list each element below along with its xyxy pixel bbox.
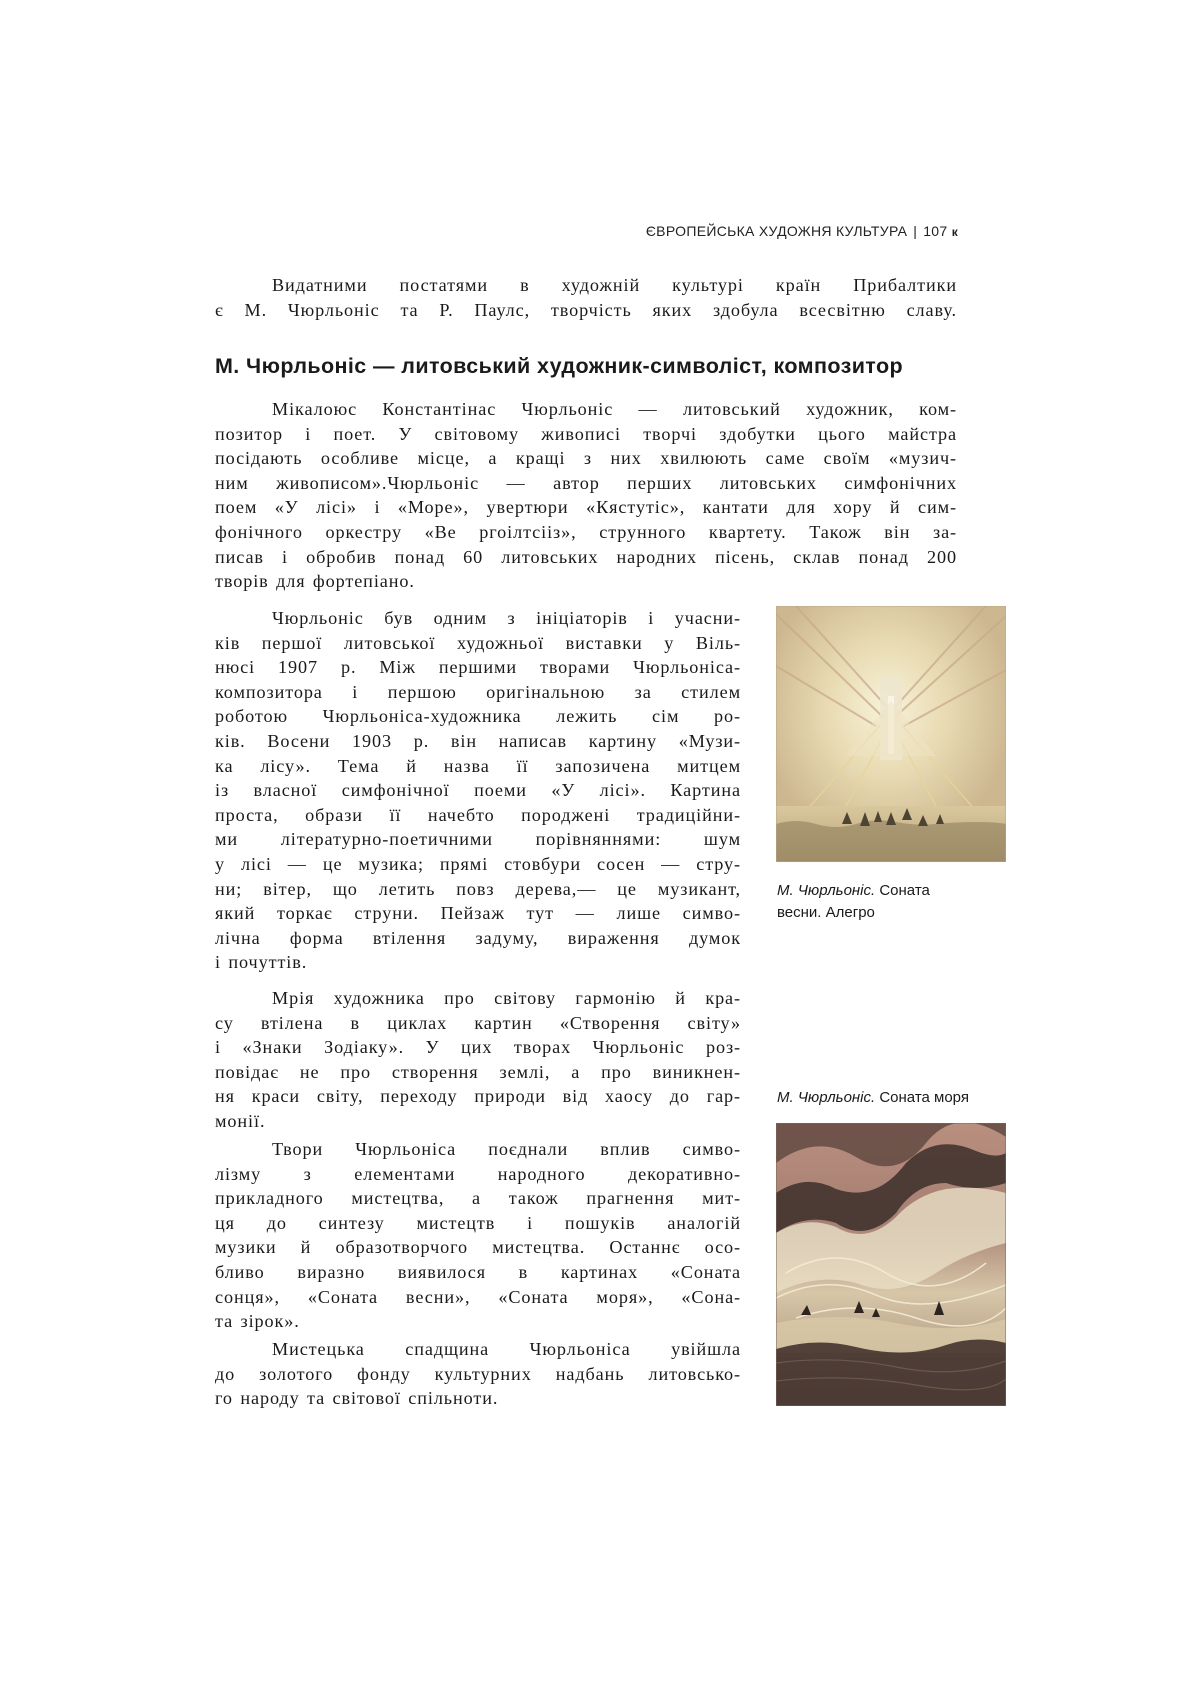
text-line: сонця», «Соната весни», «Соната моря», «Сона-	[215, 1286, 741, 1307]
paragraph-exhibition	[215, 606, 741, 975]
text-line: роботою Чюрльоніса-художника лежить сім ро-	[215, 706, 741, 727]
section-title: М. Чюрльоніс — литовський художник-символіст, композитор	[215, 354, 904, 378]
paragraph-harmony	[215, 986, 741, 1134]
caption-author: М. Чюрльоніс.	[777, 882, 876, 899]
text-line: писав і обробив понад 60 литовських народних пісень, склав понад 200	[215, 546, 957, 567]
text-line: із власної симфонічної поеми «У лісі». Картина	[215, 780, 741, 801]
text-line: ни; вітер, що летить повз дерева,— це музикант,	[215, 878, 741, 899]
text-line: є М. Чюрльоніс та Р. Паулс, творчість яких здобула всесвітню славу.	[215, 299, 957, 320]
text-line: ми літературно-поетичними порівняннями: шум	[215, 829, 741, 850]
text-line: ків. Восени 1903 р. він написав картину «Музи-	[215, 730, 741, 751]
text-line: який торкає струни. Пейзаж тут — лише симво-	[215, 903, 741, 924]
page-suffix: к	[951, 225, 958, 239]
text-line: прикладного мистецтва, а також прагнення мит-	[215, 1188, 741, 1209]
text-line: композитора і першою оригінальною за стилем	[215, 681, 741, 702]
text-line: музики й образотворчого мистецтва. Останнє осо-	[215, 1237, 741, 1258]
painting-sonata-of-the-sea-image	[776, 1123, 1006, 1406]
painting-sonata-of-spring-image	[776, 606, 1006, 862]
text-line: фонічного оркестру «Ве ргоілтсііз», струнного квартету. Також він за-	[215, 521, 957, 542]
text-line: ця до синтезу мистецтв і пошуків аналогій	[215, 1212, 741, 1233]
text-line: нюсі 1907 р. Між першими творами Чюрльоніса-	[215, 657, 741, 678]
text-line: Мрія художника про світову гармонію й кра-	[272, 988, 741, 1008]
text-line: Видатними постатями в художній культурі країн Прибалтики	[272, 275, 957, 295]
text-line: лічна форма втілення задуму, вираження думок	[215, 927, 741, 948]
text-line: і «Знаки Зодіаку». У цих творах Чюрльоніс роз-	[215, 1037, 741, 1058]
text-line: Мистецька спадщина Чюрльоніса увійшла	[272, 1339, 741, 1359]
caption-sonata-of-spring	[777, 880, 930, 924]
intro-paragraph	[215, 273, 957, 322]
text-line: позитор і поет. У світовому живописі творчі здобутки цього майстра	[215, 423, 957, 444]
page-number: 107	[923, 223, 948, 239]
text-line: і почуттів.	[215, 952, 308, 973]
text-line: Мікалоюс Константінас Чюрльоніс — литовський художник, ком-	[272, 399, 957, 419]
text-line: лізму з елементами народного декоративно-	[215, 1163, 741, 1184]
text-line: посідають особливе місце, а кращі з них хвилюють саме своїм «музич-	[215, 448, 957, 469]
header-title: ЄВРОПЕЙСЬКА ХУДОЖНЯ КУЛЬТУРА	[645, 223, 908, 239]
text-line: ка лісу». Тема й назва її запозичена митцем	[215, 755, 741, 776]
painting-sonata-of-spring	[776, 606, 1006, 862]
text-line: проста, образи її начебто породжені традиційни-	[215, 804, 741, 825]
text-line: су втілена в циклах картин «Створення світу»	[215, 1012, 741, 1033]
caption-title-line2: весни. Алегро	[777, 904, 875, 921]
running-header	[646, 223, 958, 239]
text-line: бливо виразно виявилося в картинах «Соната	[215, 1261, 741, 1282]
text-line: монії.	[215, 1110, 266, 1131]
text-line: ним живописом».Чюрльоніс — автор перших литовських симфонічних	[215, 472, 957, 493]
caption-title: Соната моря	[879, 1089, 969, 1106]
text-line: Твори Чюрльоніса поєднали вплив симво-	[272, 1139, 741, 1159]
text-line: ків першої литовської художньої виставки у Віль-	[215, 632, 741, 653]
text-line: творів для фортепіано.	[215, 571, 415, 592]
text-line: Чюрльоніс був одним з ініціаторів і учасни-	[272, 608, 741, 628]
header-separator: |	[913, 223, 918, 239]
paragraph-biography	[215, 397, 957, 594]
text-line: поем «У лісі» і «Море», увертюри «Кястутіс», кантати для хору й сим-	[215, 497, 957, 518]
caption-author: М. Чюрльоніс.	[777, 1089, 876, 1106]
paragraph-symbolism	[215, 1137, 741, 1334]
paragraph-legacy	[215, 1337, 741, 1411]
text-line: го народу та світової спільноти.	[215, 1388, 499, 1409]
text-line: ня краси світу, переходу природи від хаосу до гар-	[215, 1086, 741, 1107]
caption-title: Соната	[879, 882, 930, 899]
painting-sonata-of-the-sea	[776, 1123, 1006, 1406]
text-line: до золотого фонду культурних надбань литовсько-	[215, 1363, 741, 1384]
text-line: та зірок».	[215, 1311, 300, 1332]
text-line: повідає не про створення землі, а про виникнен-	[215, 1061, 741, 1082]
text-line: у лісі — це музика; прямі стовбури сосен — стру-	[215, 853, 741, 874]
caption-sonata-of-the-sea	[777, 1087, 969, 1109]
